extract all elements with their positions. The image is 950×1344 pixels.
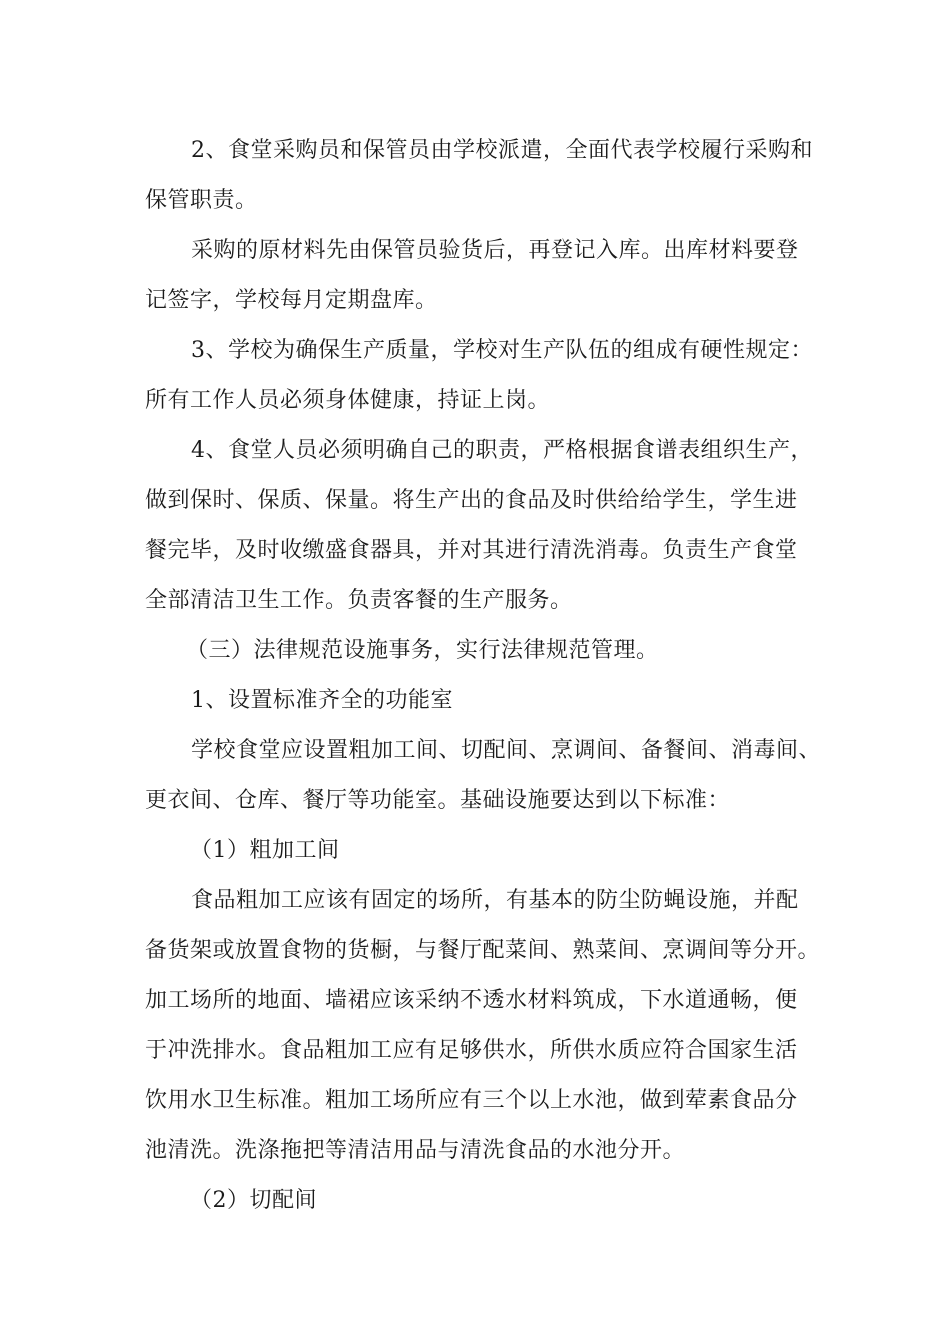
text-line: 4、食堂人员必须明确自己的职责，严格根据食谱表组织生产， — [191, 438, 813, 463]
text-line: 做到保时、保质、保量。将生产出的食品及时供给给学生，学生进 — [145, 488, 798, 513]
text-line: 池清洗。洗涤拖把等清洁用品与清洗食品的水池分开。 — [145, 1138, 686, 1163]
text-line: 食品粗加工应该有固定的场所，有基本的防尘防蝇设施，并配 — [191, 888, 799, 913]
text-line: 于冲洗排水。食品粗加工应有足够供水，所供水质应符合国家生活 — [145, 1038, 798, 1063]
text-line: 备货架或放置食物的货橱，与餐厅配菜间、熟菜间、烹调间等分开。 — [145, 938, 821, 963]
text-line: 加工场所的地面、墙裙应该采纳不透水材料筑成，下水道通畅，便 — [145, 988, 798, 1013]
text-line: 更衣间、仓库、餐厅等功能室。基础设施要达到以下标准： — [145, 788, 731, 813]
text-line: 采购的原材料先由保管员验货后，再登记入库。出库材料要登 — [191, 238, 799, 263]
section-heading: （三）法律规范设施事务，实行法律规范管理。 — [186, 638, 659, 663]
subsection-heading: （2）切配间 — [190, 1188, 317, 1213]
text-line: 保管职责。 — [145, 188, 258, 213]
subsection-heading: （1）粗加工间 — [190, 838, 340, 863]
text-line: 所有工作人员必须身体健康，持证上岗。 — [145, 388, 551, 413]
text-line: 2、食堂采购员和保管员由学校派遣，全面代表学校履行采购和 — [191, 138, 813, 163]
text-line: 学校食堂应设置粗加工间、切配间、烹调间、备餐间、消毒间、 — [191, 738, 822, 763]
text-line: 全部清洁卫生工作。负责客餐的生产服务。 — [145, 588, 573, 613]
text-line: 餐完毕，及时收缴盛食器具，并对其进行清洗消毒。负责生产食堂 — [145, 538, 798, 563]
text-line: 记签字，学校每月定期盘库。 — [145, 288, 438, 313]
text-line: 3、学校为确保生产质量，学校对生产队伍的组成有硬性规定： — [191, 338, 813, 363]
text-line: 饮用水卫生标准。粗加工场所应有三个以上水池，做到荤素食品分 — [145, 1088, 798, 1113]
subsection-heading: 1、设置标准齐全的功能室 — [191, 688, 453, 713]
